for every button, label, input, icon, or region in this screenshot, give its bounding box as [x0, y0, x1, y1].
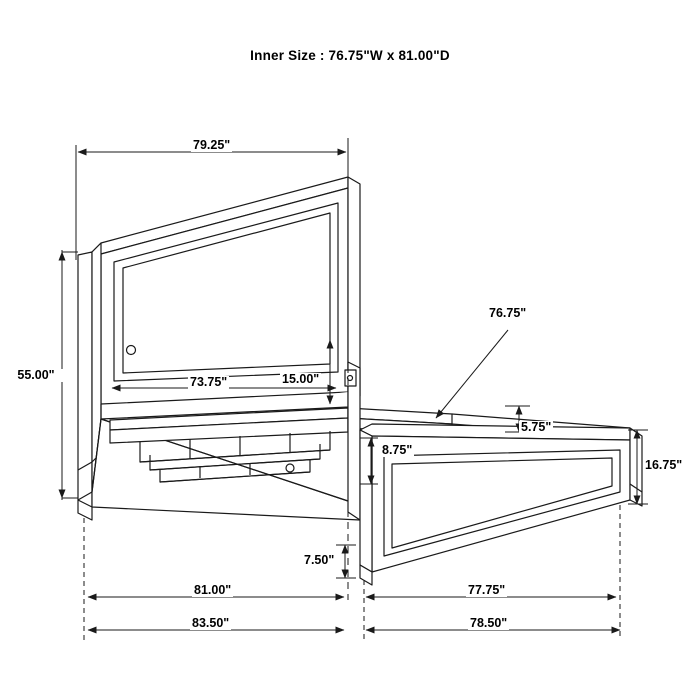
dim-label-deck-to-headboard-top: 15.00" [282, 372, 320, 386]
dim-label-side-rail-length: 81.00" [194, 583, 232, 597]
dim-label-footboard-height: 16.75" [645, 458, 683, 472]
dim-label-deck-height: 8.75" [382, 443, 413, 457]
dim-label-inner-width-callout: 76.75" [489, 306, 527, 320]
dim-label-floor-clearance: 7.50" [304, 553, 335, 567]
dim-label-overall-depth: 78.50" [470, 616, 508, 630]
page-title: Inner Size : 76.75"W x 81.00"D [250, 48, 450, 63]
dim-label-headboard-inner-width: 73.75" [190, 375, 228, 389]
dim-label-footboard-width: 77.75" [468, 583, 506, 597]
dim-label-rail-thickness: 5.75" [521, 420, 552, 434]
dim-label-overall-length: 83.50" [192, 616, 230, 630]
dim-label-headboard-width: 79.25" [193, 138, 231, 152]
dim-label-overall-height: 55.00" [3, 369, 69, 382]
